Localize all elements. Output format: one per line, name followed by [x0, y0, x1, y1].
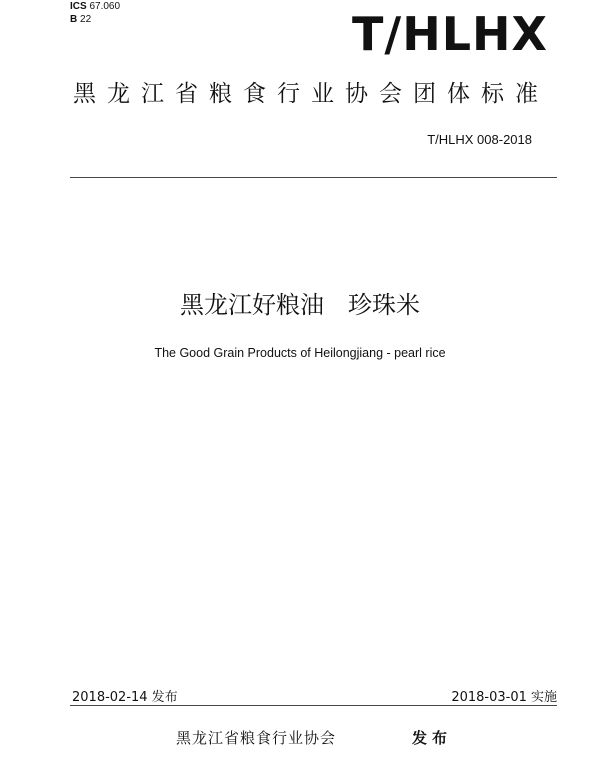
bottom-divider	[70, 705, 557, 706]
publish-date: 2018-02-14 发布	[72, 690, 178, 705]
issue-word: 发布	[412, 729, 453, 747]
ccs-line	[70, 13, 120, 26]
issuer-name: 黑龙江省粮食行业协会	[176, 729, 337, 747]
ics-code: 67.060	[89, 1, 121, 12]
document-title-english: The Good Grain Products of Heilongjiang - pearl rice	[154, 346, 446, 360]
ics-line	[70, 0, 120, 13]
ccs-code: 22	[80, 14, 92, 25]
standard-number: T/HLHX 008-2018	[427, 132, 532, 147]
classification-codes	[70, 0, 120, 26]
implement-date: 2018-03-01 实施	[451, 690, 557, 705]
organization-heading: 黑龙江省粮食行业协会团体标准	[73, 81, 549, 107]
document-title: 黑龙江好粮油 珍珠米	[180, 291, 420, 319]
top-divider	[70, 177, 557, 178]
ccs-label: B	[70, 14, 78, 25]
standard-logo: T/HLHX	[352, 7, 548, 61]
ics-label: ICS	[70, 1, 87, 12]
